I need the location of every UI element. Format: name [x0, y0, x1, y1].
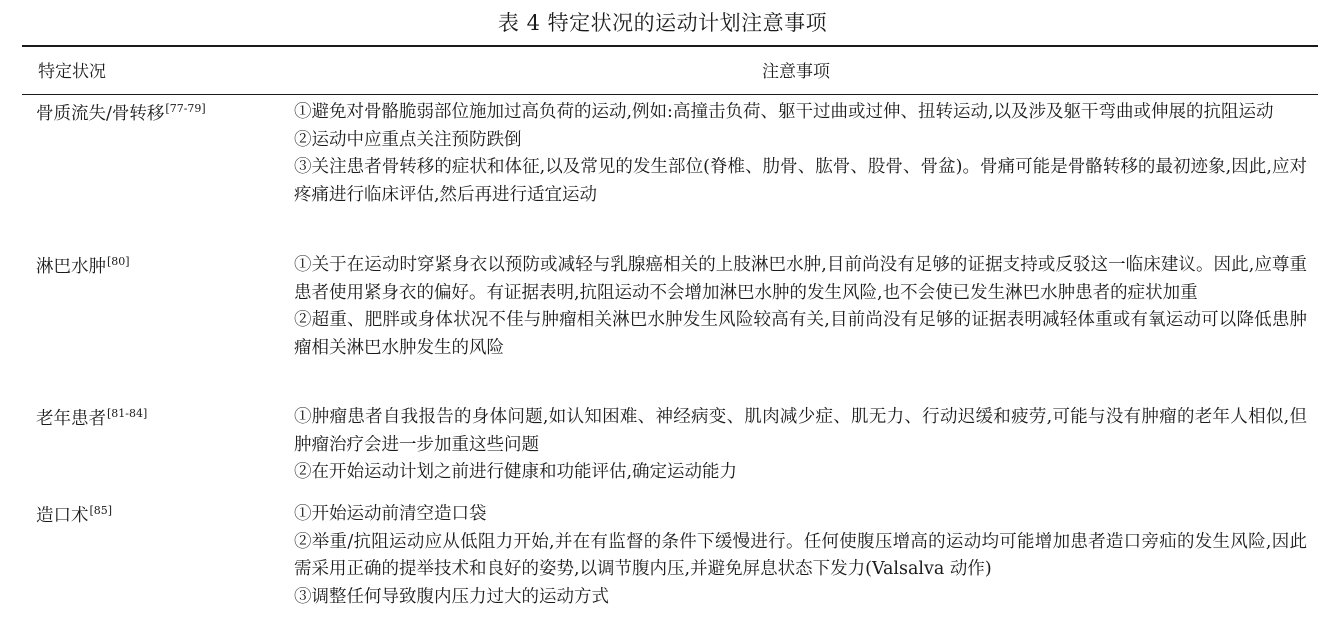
table-body [22, 99, 1318, 641]
notes-cell [294, 252, 1307, 362]
header-notes: 注意事项 [762, 62, 830, 82]
reference-citation: [81-84] [107, 407, 148, 420]
note-item: ②举重/抗阻运动应从低阻力开始,并在有监督的条件下缓慢进行。任何使腹压增高的运动均可能增加患者造口旁疝的发生风险,因此需采用正确的提举技术和良好的姿势,以调节腹内压,并避免屏息状态下发力(Valsalva 动作) [294, 531, 1307, 580]
reference-citation: [80] [107, 255, 130, 268]
condition-cell [36, 99, 286, 129]
table-row [22, 252, 1318, 404]
note-item: ②超重、肥胖或身体状况不佳与肿瘤相关淋巴水肿发生风险较高有关,目前尚没有足够的证据表明减轻体重或有氧运动可以降低患肿瘤相关淋巴水肿发生的风险 [294, 310, 1307, 358]
header-condition: 特定状况 [38, 62, 106, 82]
reference-citation: [77-79] [165, 102, 206, 115]
note-item: ②在开始运动计划之前进行健康和功能评估,确定运动能力 [294, 462, 738, 483]
table-row [22, 501, 1318, 641]
note-item: ③调整任何导致腹内压力过大的运动方式 [294, 586, 609, 607]
condition-label: 老年患者 [36, 409, 106, 429]
table-top-rule [22, 45, 1318, 47]
table-row [22, 99, 1318, 252]
notes-cell [294, 99, 1307, 209]
condition-label: 淋巴水肿 [36, 257, 106, 277]
note-item: ①肿瘤患者自我报告的身体问题,如认知困难、神经病变、肌肉减少症、肌无力、行动迟缓和疲劳,可能与没有肿瘤的老年人相似,但肿瘤治疗会进一步加重这些问题 [294, 407, 1307, 455]
table-header [22, 53, 1318, 91]
reference-citation: [85] [89, 504, 113, 517]
condition-cell [36, 404, 286, 434]
notes-cell [294, 501, 1307, 611]
table-header-rule [22, 94, 1318, 95]
note-item: ②运动中应重点关注预防跌倒 [294, 129, 522, 150]
condition-label: 骨质流失/骨转移 [36, 104, 165, 124]
condition-label: 造口术 [36, 506, 89, 526]
condition-cell [36, 252, 286, 282]
note-item: ③关注患者骨转移的症状和体征,以及常见的发生部位(脊椎、肋骨、肱骨、股骨、骨盆)。骨痛可能是骨骼转移的最初迹象,因此,应对疼痛进行临床评估,然后再进行适宜运动 [294, 157, 1307, 205]
note-item: ①避免对骨骼脆弱部位施加过高负荷的运动,例如:高撞击负荷、躯干过曲或过伸、扭转运动,以及涉及躯干弯曲或伸展的抗阻运动 [294, 102, 1274, 122]
table-caption: 表 4 特定状况的运动计划注意事项 [497, 11, 828, 35]
notes-cell [294, 404, 1307, 487]
note-item: ①开始运动前清空造口袋 [294, 504, 487, 524]
note-item: ①关于在运动时穿紧身衣以预防或减轻与乳腺癌相关的上肢淋巴水肿,目前尚没有足够的证据支持或反驳这一临床建议。因此,应尊重患者使用紧身衣的偏好。有证据表明,抗阻运动不会增加淋巴水肿的发生风险,也不会使已发生淋巴水肿患者的症状加重 [294, 255, 1307, 303]
table-row [22, 404, 1318, 501]
condition-cell [36, 501, 286, 531]
